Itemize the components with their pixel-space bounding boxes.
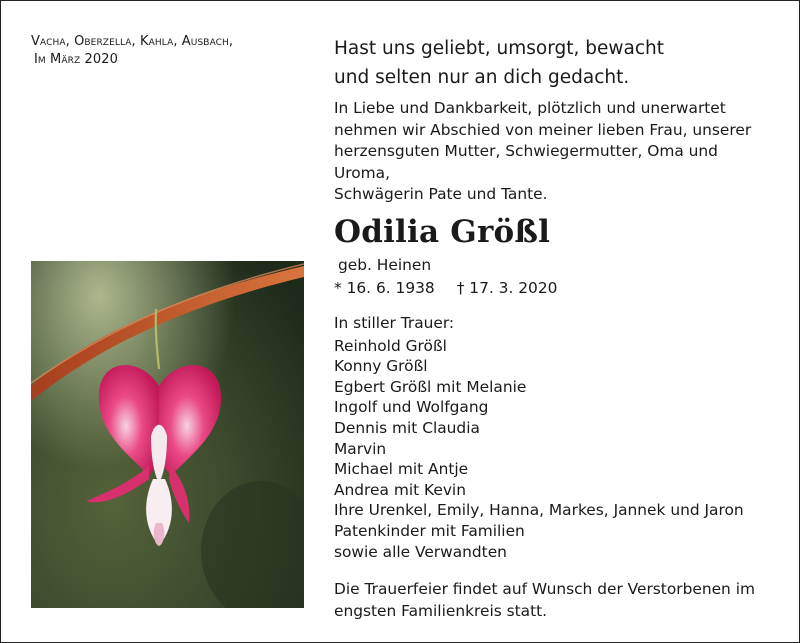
poem-line: Hast uns geliebt, umsorgt, bewacht	[334, 38, 665, 59]
intro-line: nehmen wir Abschied von meiner lieben Frau, unserer	[334, 120, 752, 139]
bleeding-heart-image	[31, 261, 304, 608]
place-line: Vacha, Oberzella, Kahla, Ausbach,	[31, 34, 234, 49]
intro-line: Schwägerin Pate und Tante.	[334, 185, 548, 204]
funeral-notice	[334, 579, 774, 622]
intro-text	[334, 98, 774, 206]
birth-date: * 16. 6. 1938	[334, 278, 435, 297]
death-date: † 17. 3. 2020	[456, 278, 558, 297]
born-name: geb. Heinen	[338, 255, 432, 274]
mourner-entry: Michael mit Antje	[334, 460, 469, 479]
flower-photo	[31, 261, 304, 608]
mourner-entry: Dennis mit Claudia	[334, 418, 480, 437]
place-date	[31, 33, 233, 69]
poem	[334, 34, 774, 92]
life-dates	[334, 276, 774, 300]
mourner-entry: Reinhold Größl	[334, 336, 447, 355]
mourners-heading: In stiller Trauer:	[334, 313, 455, 332]
deceased-name: Odilia Größl	[334, 213, 551, 250]
mourner-entry: Ihre Urenkel, Emily, Hanna, Markes, Jannek und Jaron	[334, 501, 744, 520]
mourner-entry: Egbert Größl mit Melanie	[334, 377, 527, 396]
mourner-entry: Marvin	[334, 439, 387, 458]
funeral-line: engsten Familienkreis statt.	[334, 601, 548, 620]
intro-line: herzensguten Mutter, Schwiegermutter, Oma und Uroma,	[334, 142, 718, 182]
mourner-entry: Patenkinder mit Familien	[334, 521, 525, 540]
mourner-entry: Konny Größl	[334, 357, 428, 376]
obituary-text	[334, 34, 774, 622]
date-line: Im März 2020	[34, 52, 118, 67]
mourners-list	[334, 313, 774, 562]
intro-line: In Liebe und Dankbarkeit, plötzlich und unerwartet	[334, 99, 726, 117]
poem-line: und selten nur an dich gedacht.	[334, 67, 630, 88]
mourner-entry: Ingolf und Wolfgang	[334, 398, 489, 417]
mourner-entry: Andrea mit Kevin	[334, 480, 466, 499]
mourner-entry: sowie alle Verwandten	[334, 542, 507, 561]
funeral-line: Die Trauerfeier findet auf Wunsch der Verstorbenen im	[334, 580, 755, 599]
